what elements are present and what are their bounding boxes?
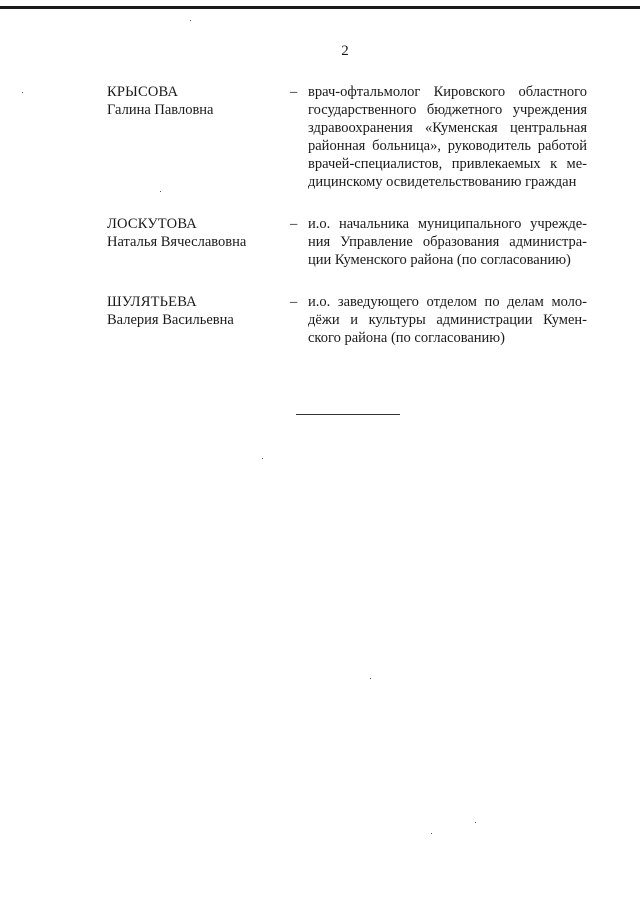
closing-rule [296, 414, 400, 415]
member-name-block [107, 293, 277, 329]
member-role-description [308, 83, 587, 191]
top-border-rule [0, 6, 640, 9]
member-given-names: Галина Павловна [107, 102, 214, 118]
scan-speck [475, 822, 476, 823]
scan-speck [431, 833, 432, 834]
scan-speck [370, 678, 371, 679]
member-given-names: Наталья Вячеславовна [107, 234, 247, 250]
scan-speck [22, 92, 23, 93]
member-surname: КРЫСОВА [107, 84, 179, 100]
role-line: дицинскому освидетельствованию граждан [308, 174, 577, 190]
member-surname: ШУЛЯТЬЕВА [107, 294, 197, 310]
member-name-block [107, 83, 277, 119]
role-line: районная больница», руководитель работой [308, 138, 587, 154]
page-number: 2 [341, 43, 349, 59]
member-surname: ЛОСКУТОВА [107, 216, 197, 232]
scan-speck [262, 458, 263, 459]
role-line: и.о. начальника муниципального учрежде- [308, 216, 587, 232]
separator-dash: – [290, 216, 298, 232]
role-line: государственного бюджетного учреждения [308, 102, 587, 118]
role-line: врачей-специалистов, привлекаемых к ме- [308, 156, 587, 172]
role-line: ции Куменского района (по согласованию) [308, 252, 571, 268]
separator-dash: – [290, 294, 298, 310]
member-given-names: Валерия Васильевна [107, 312, 234, 328]
role-line: и.о. заведующего отделом по делам моло- [308, 294, 587, 310]
role-line: дёжи и культуры администрации Кумен- [308, 312, 587, 328]
role-line: врач-офтальмолог Кировского областного [308, 84, 587, 100]
separator-dash: – [290, 84, 298, 100]
scan-speck [160, 191, 161, 192]
role-line: ния Управление образования администра- [308, 234, 587, 250]
member-role-description [308, 293, 587, 347]
scan-speck [190, 20, 191, 21]
role-line: здравоохранения «Куменская центральная [308, 120, 587, 136]
member-role-description [308, 215, 587, 269]
member-name-block [107, 215, 277, 251]
role-line: ского района (по согласованию) [308, 330, 505, 346]
